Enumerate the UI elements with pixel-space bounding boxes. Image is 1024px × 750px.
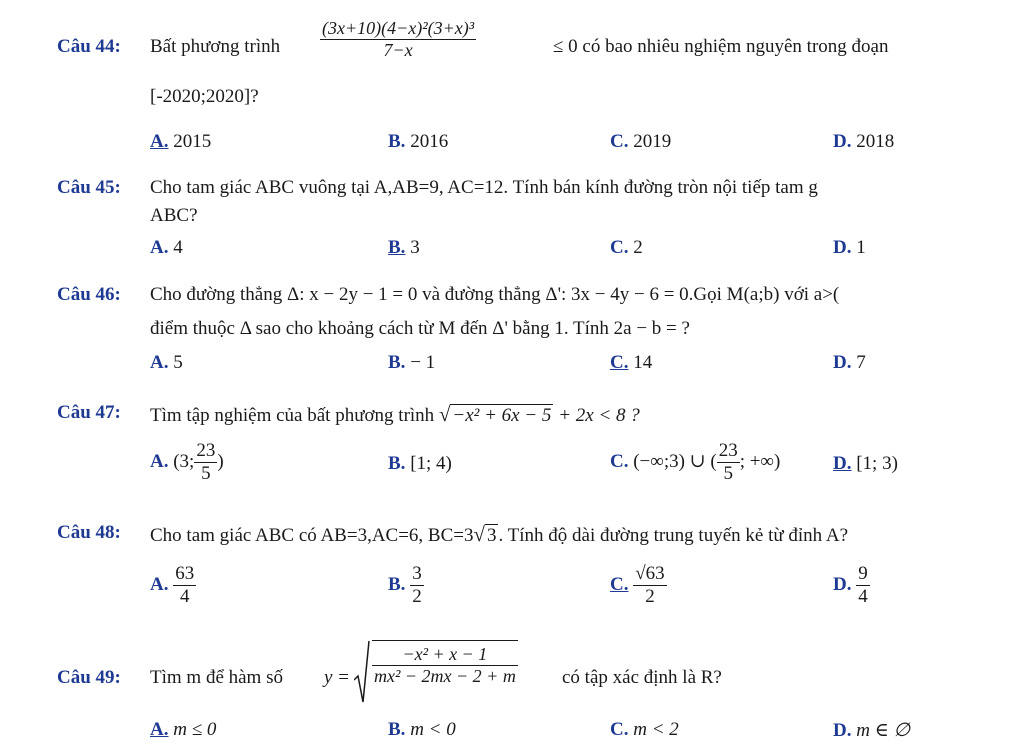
sqrt-icon xyxy=(354,640,370,704)
q44-line2: [-2020;2020]? xyxy=(150,86,259,107)
option-letter: B. xyxy=(388,719,406,740)
q47-option-b[interactable] xyxy=(388,453,452,475)
option-value: 4 xyxy=(173,237,183,258)
q46-option-d[interactable] xyxy=(833,352,866,374)
q49-option-d[interactable] xyxy=(833,719,910,742)
q47-text-after: + 2x < 8 ? xyxy=(558,405,640,426)
option-value: [1; 4) xyxy=(410,453,452,474)
q49-y-eq: y = xyxy=(324,667,351,688)
q44-numerator: (3x+10)(4−x)²(3+x)³ xyxy=(322,18,475,38)
q46-option-a[interactable] xyxy=(150,352,183,374)
option-letter: B. xyxy=(388,352,406,373)
q46-line2: điểm thuộc Δ sao cho khoảng cách từ M đến Δ' bằng 1. Tính 2a − b = ? xyxy=(150,318,690,339)
q48-option-d[interactable] xyxy=(833,563,870,609)
option-letter: C. xyxy=(610,237,629,258)
option-value: 2018 xyxy=(856,131,895,152)
q47-option-c[interactable] xyxy=(610,440,780,486)
option-value: [1; 3) xyxy=(856,453,898,474)
q46-option-c[interactable] xyxy=(610,352,652,374)
option-letter: B. xyxy=(388,131,406,152)
option-letter: C. xyxy=(610,574,629,596)
q49-text-after: có tập xác định là R? xyxy=(562,667,722,688)
q46-option-b[interactable] xyxy=(388,352,435,374)
option-den: 4 xyxy=(858,585,868,607)
option-num: 63 xyxy=(175,563,195,584)
q48-option-b[interactable] xyxy=(388,563,424,609)
option-num: 23 xyxy=(718,440,738,461)
q47-option-d[interactable] xyxy=(833,453,898,475)
q45-option-b[interactable] xyxy=(388,237,420,259)
option-num: 23 xyxy=(196,440,216,461)
q46-line1: Cho đường thẳng Δ: x − 2y − 1 = 0 và đường thẳng Δ': 3x − 4y − 6 = 0.Gọi M(a;b) với a>( xyxy=(150,284,840,305)
option-value: 2019 xyxy=(633,131,672,152)
q49-root-fraction xyxy=(354,640,518,687)
option-letter: A. xyxy=(150,131,169,152)
q45-option-c[interactable] xyxy=(610,237,643,259)
option-letter: D. xyxy=(833,352,852,373)
option-num: 3 xyxy=(412,563,422,584)
q48-option-c[interactable] xyxy=(610,563,667,609)
q44-option-d[interactable] xyxy=(833,131,894,153)
q49-denominator: mx² − 2mx − 2 + m xyxy=(374,665,516,686)
question-48-label: Câu 48: xyxy=(57,522,121,543)
q45-option-a[interactable] xyxy=(150,237,183,259)
option-value: 7 xyxy=(856,352,866,373)
q45-line2: ABC? xyxy=(150,205,198,226)
option-value: 1 xyxy=(856,237,866,258)
option-letter: C. xyxy=(610,451,629,473)
option-letter: D. xyxy=(833,453,852,474)
option-den: 5 xyxy=(723,462,733,484)
question-46-label: Câu 46: xyxy=(57,284,121,305)
q45-option-d[interactable] xyxy=(833,237,866,259)
q49-option-b[interactable] xyxy=(388,719,456,741)
q44-option-c[interactable] xyxy=(610,131,671,153)
q44-option-b[interactable] xyxy=(388,131,448,153)
option-den: 2 xyxy=(645,585,655,607)
option-letter: A. xyxy=(150,237,169,258)
sqrt-icon: √ xyxy=(473,522,485,546)
question-44-text xyxy=(150,36,280,58)
option-value: 2016 xyxy=(410,131,449,152)
q44-fraction xyxy=(320,18,476,61)
q49-text-before: Tìm m để hàm số xyxy=(150,667,283,688)
option-letter: D. xyxy=(833,131,852,152)
option-letter: D. xyxy=(833,574,852,596)
option-post: ; +∞) xyxy=(739,451,781,473)
option-letter: A. xyxy=(150,451,169,473)
q48-text-after: . Tính độ dài đường trung tuyến kẻ từ đỉnh A? xyxy=(498,525,849,546)
q47-option-a[interactable] xyxy=(150,440,224,486)
option-den: 2 xyxy=(412,585,422,607)
q45-line1: Cho tam giác ABC vuông tại A,AB=9, AC=12. Tính bán kính đường tròn nội tiếp tam g xyxy=(150,177,818,198)
q49-numerator: −x² + x − 1 xyxy=(372,644,518,666)
q47-text xyxy=(150,402,640,427)
q48-text-before: Cho tam giác ABC có AB=3,AC=6, BC=3 xyxy=(150,525,474,546)
q49-option-c[interactable] xyxy=(610,719,679,741)
option-value: − 1 xyxy=(410,352,436,373)
option-letter: B. xyxy=(388,453,406,474)
q44-option-a[interactable] xyxy=(150,131,211,153)
option-den: 4 xyxy=(179,585,190,607)
option-value: m ≤ 0 xyxy=(173,719,217,740)
option-num: 9 xyxy=(858,563,868,584)
q48-text xyxy=(150,522,848,547)
option-value: 5 xyxy=(173,352,183,373)
sqrt-icon: √ xyxy=(438,402,451,426)
option-value: 14 xyxy=(633,352,653,373)
question-45-label: Câu 45: xyxy=(57,177,121,198)
q44-text-after: ≤ 0 có bao nhiêu nghiệm nguyên trong đoạn xyxy=(553,36,889,57)
option-value: 3 xyxy=(410,237,420,258)
option-value: m ∈ ∅ xyxy=(856,720,911,741)
q44-denominator: 7−x xyxy=(383,39,413,60)
option-num: √63 xyxy=(635,563,665,584)
option-letter: A. xyxy=(150,574,169,596)
question-47-label: Câu 47: xyxy=(57,402,121,423)
option-letter: A. xyxy=(150,719,169,740)
question-44-label: Câu 44: xyxy=(57,36,121,57)
question-49-label: Câu 49: xyxy=(57,667,121,688)
option-letter: B. xyxy=(388,574,406,596)
option-value: m < 0 xyxy=(410,719,456,740)
option-value: 2 xyxy=(633,237,643,258)
option-value: m < 2 xyxy=(633,719,679,740)
option-letter: D. xyxy=(833,720,852,741)
option-value: 2015 xyxy=(173,131,212,152)
q48-option-a[interactable] xyxy=(150,563,196,609)
option-letter: D. xyxy=(833,237,852,258)
option-pre: (−∞;3) ∪ ( xyxy=(633,451,717,473)
q49-option-a[interactable] xyxy=(150,719,216,741)
q44-text-before: Bất phương trình xyxy=(150,36,281,57)
q47-radicand: −x² + 6x − 5 xyxy=(452,405,552,426)
option-den: 5 xyxy=(201,462,211,484)
q48-radicand: 3 xyxy=(486,525,497,546)
option-pre: (3; xyxy=(173,451,195,473)
option-letter: C. xyxy=(610,719,629,740)
q47-text-before: Tìm tập nghiệm của bất phương trình xyxy=(150,405,435,426)
option-letter: C. xyxy=(610,352,629,373)
option-letter: A. xyxy=(150,352,169,373)
option-letter: B. xyxy=(388,237,406,258)
option-letter: C. xyxy=(610,131,629,152)
option-post: ) xyxy=(217,451,224,473)
